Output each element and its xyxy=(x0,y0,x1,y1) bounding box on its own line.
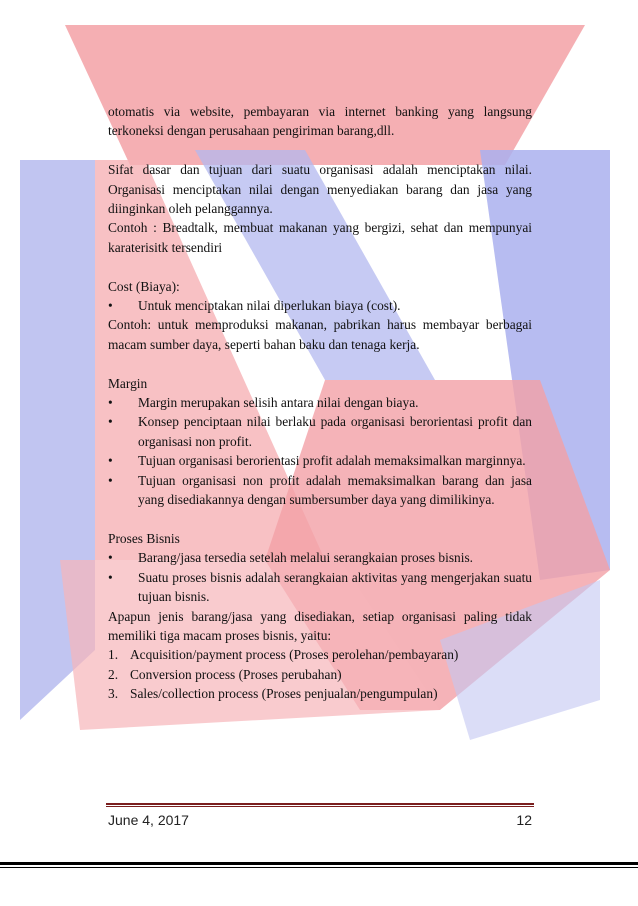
heading-proses-bisnis: Proses Bisnis xyxy=(108,530,180,546)
bottom-rule-thin xyxy=(0,867,638,868)
numbered-list xyxy=(108,645,532,703)
list-item: 1. Acquisition/payment process (Proses perolehan/pembayaran) xyxy=(108,647,459,663)
list-item: • Untuk menciptakan nilai diperlukan biaya (cost). xyxy=(108,296,532,315)
page-number: 12 xyxy=(516,812,532,828)
list-item: • Barang/jasa tersedia setelah melalui serangkaian proses bisnis. xyxy=(108,548,532,567)
bullet-icon: • xyxy=(108,472,113,488)
paragraph-example: Contoh : Breadtalk, membuat makanan yang bergizi, sehat dan mempunyai karaterisitk tersendiri xyxy=(108,220,532,255)
bottom-rule xyxy=(0,862,638,865)
paragraph-intro: otomatis via website, pembayaran via internet banking yang langsung terkoneksi dengan perusahaan pengiriman barang,dll. xyxy=(108,104,532,139)
document-body xyxy=(108,102,532,704)
proses-list xyxy=(108,548,532,606)
list-item: • Tujuan organisasi berorientasi profit adalah memaksimalkan marginnya. xyxy=(108,451,532,470)
list-item: 3. Sales/collection process (Proses penjualan/pengumpulan) xyxy=(108,686,438,702)
list-item: 2. Conversion process (Proses perubahan) xyxy=(108,666,342,682)
heading-cost: Cost (Biaya): xyxy=(108,278,180,294)
list-item: • Suatu proses bisnis adalah serangkaian aktivitas yang mengerjakan suatu tujuan bisnis. xyxy=(108,569,532,605)
bullet-icon: • xyxy=(108,298,113,314)
page-footer xyxy=(108,812,532,828)
bullet-icon: • xyxy=(108,414,113,430)
margin-list xyxy=(108,393,532,509)
paragraph-proses: Apapun jenis barang/jasa yang disediakan, setiap organisasi paling tidak memiliki tiga macam proses bisnis, yaitu: xyxy=(108,608,532,643)
footer-rule xyxy=(106,803,534,805)
footer-date: June 4, 2017 xyxy=(108,812,189,828)
bullet-icon: • xyxy=(108,395,113,411)
heading-margin: Margin xyxy=(108,375,148,391)
list-item: • Tujuan organisasi non profit adalah memaksimalkan barang dan jasa yang disediakannya dengan sumbersumber daya yang dimilikinya. xyxy=(108,472,532,508)
bullet-icon: • xyxy=(108,550,113,566)
bullet-icon: • xyxy=(108,569,113,585)
list-item: • Konsep penciptaan nilai berlaku pada organisasi berorientasi profit dan organisasi non profit. xyxy=(108,414,532,449)
paragraph-value: Sifat dasar dan tujuan dari suatu organisasi adalah menciptakan nilai. Organisasi menciptakan nilai dengan menyediakan barang dan jasa yang diinginkan oleh pelanggannya. xyxy=(108,162,532,217)
bullet-icon: • xyxy=(108,453,113,469)
paragraph-cost-example: Contoh: untuk memproduksi makanan, pabrikan harus membayar berbagai macam sumber daya, seperti bahan baku dan tenaga kerja. xyxy=(108,317,532,352)
cost-list xyxy=(108,296,532,315)
list-item: • Margin merupakan selisih antara nilai dengan biaya. xyxy=(108,393,532,412)
footer-rule-thin xyxy=(106,806,534,807)
